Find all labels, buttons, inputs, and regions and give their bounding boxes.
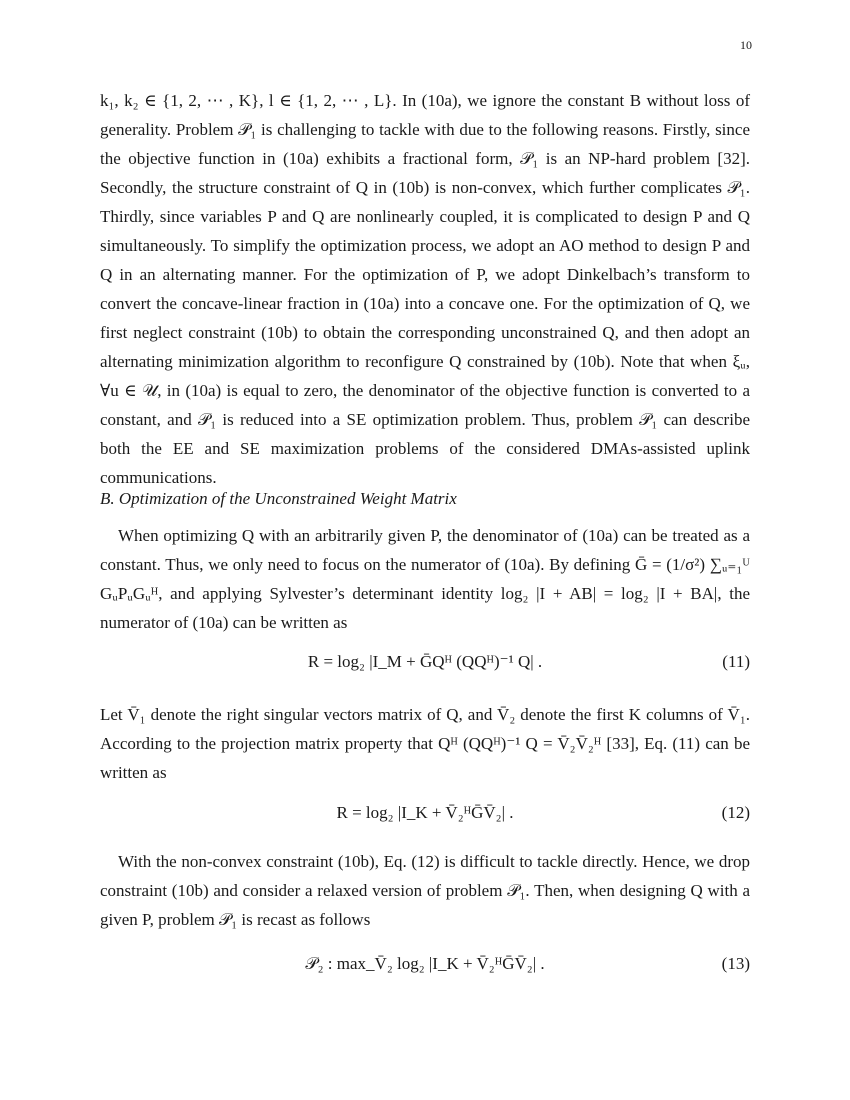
equation-11-number: (11) [722, 652, 750, 671]
paragraph-2: When optimizing Q with an arbitrarily given P, the denominator of (10a) can be treated as a constant. Thus, we only need to focus on the numerator of (10a). By defining Ḡ = (1/σ²) ∑ᵤ₌₁ᵁ GᵤPᵤGᵤᴴ, and applying Sylvester’s determinant identity log₂ |I + AB| = log₂ |I + BA|, the numerator of (10a) can be written as [100, 526, 750, 632]
equation-12 [100, 803, 750, 835]
paragraph-4: With the non-convex constraint (10b), Eq. (12) is difficult to tackle directly. Hence, we drop constraint (10b) and consider a relaxed version of problem 𝒫₁. Then, when designing Q with a given P, problem 𝒫₁ is recast as follows [100, 852, 750, 929]
equation-13-body: 𝒫₂ : max_V̄₂ log₂ |I_K + V̄₂ᴴḠV̄₂| . [305, 954, 545, 973]
equation-13 [100, 954, 750, 986]
equation-11 [100, 652, 750, 684]
equation-13-number: (13) [721, 954, 750, 973]
paragraph-1: k₁, k₂ ∈ {1, 2, ⋯ , K}, l ∈ {1, 2, ⋯ , L}. In (10a), we ignore the constant B without loss of generality. Problem 𝒫₁ is challenging to tackle with due to the following reasons. Firstly, since the objective function in (10a) exhibits a fractional form, 𝒫₁ is an NP-hard problem [32]. Secondly, the structure constraint of Q in (10b) is non-convex, which further complicates 𝒫₁. Thirdly, since variables P and Q are nonlinearly coupled, it is complicated to design P and Q simultaneously. To simplify the optimization process, we adopt an AO method to design P and Q in an alternating manner. For the optimization of P, we adopt Dinkelbach’s transform to convert the concave-linear fraction in (10a) into a concave one. For the optimization of Q, we first neglect constraint (10b) to obtain the corresponding unconstrained Q, and then adopt an alternating minimization algorithm to reconfigure Q constrained by (10b). Note that when ξᵤ, ∀u ∈ 𝒰, in (10a) is equal to zero, the denominator of the objective function is converted to a constant, and 𝒫₁ is reduced into a SE optimization problem. Thus, problem 𝒫₁ can describe both the EE and SE maximization problems of the considered DMAs-assisted uplink communications. [100, 91, 750, 487]
section-heading: B. Optimization of the Unconstrained Weight Matrix [100, 489, 457, 508]
page-number: 10 [740, 38, 752, 52]
equation-11-body: R = log₂ |I_M + ḠQᴴ (QQᴴ)⁻¹ Q| . [307, 652, 543, 671]
equation-12-number: (12) [721, 803, 750, 822]
equation-12-body: R = log₂ |I_K + V̄₂ᴴḠV̄₂| . [336, 803, 514, 822]
paragraph-3: Let V̄₁ denote the right singular vectors matrix of Q, and V̄₂ denote the first K columns of V̄₁. According to the projection matrix property that Qᴴ (QQᴴ)⁻¹ Q = V̄₂V̄₂ᴴ [33], Eq. (11) can be written as [100, 705, 750, 782]
